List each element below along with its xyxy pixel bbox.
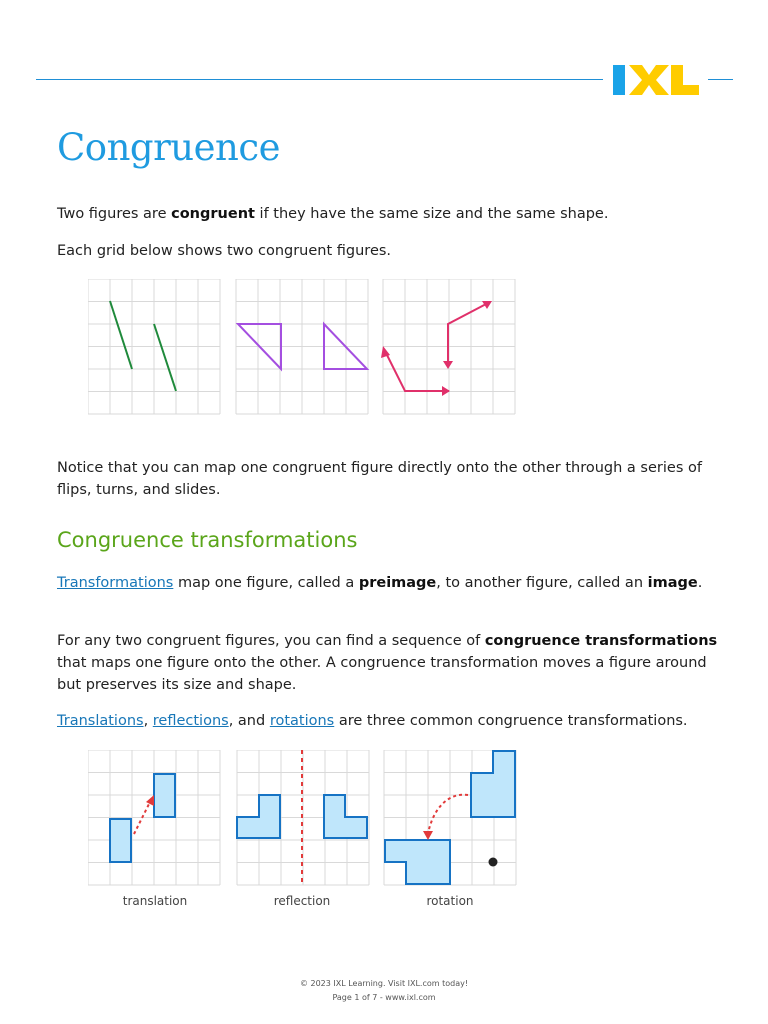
- term-image: image: [647, 575, 698, 591]
- grid-intro-paragraph: Each grid below shows two congruent figures.: [57, 243, 392, 259]
- arrow-figure-b: [448, 303, 488, 365]
- segment-a: [110, 301, 132, 369]
- section-title: Congruence transformations: [57, 528, 358, 552]
- reflections-link[interactable]: reflections: [152, 713, 229, 729]
- common-transformations-paragraph: Translations, reflections, and rotations are three common congruence transformations.: [57, 713, 688, 729]
- header-rule-left: [36, 79, 603, 80]
- footer-page-number: Page 1 of 7 - www.ixl.com: [332, 993, 436, 1002]
- segment-b: [154, 324, 176, 391]
- ixl-logo: [611, 63, 701, 97]
- grid-2: [236, 279, 368, 414]
- term-congruent: congruent: [171, 206, 255, 222]
- congruent-figures-panel: [88, 279, 516, 415]
- definition-paragraph: Two figures are congruent if they have the same size and the same shape.: [57, 206, 609, 222]
- translation-figure: [110, 774, 175, 862]
- congruence-transformations-paragraph: For any two congruent figures, you can find a sequence of congruence transformations that maps one figure onto the other. A congruence transformation moves a figure around but preserves its size and shape.: [57, 633, 718, 693]
- header-rule-right: [708, 79, 733, 80]
- term-preimage: preimage: [358, 575, 437, 591]
- term-congruence-transformations: congruence transformations: [484, 633, 718, 649]
- grid-1: [88, 279, 220, 414]
- translations-link[interactable]: Translations: [57, 713, 144, 729]
- transformations-link[interactable]: Transformations: [57, 575, 174, 591]
- footer-copyright: © 2023 IXL Learning. Visit IXL.com today!: [299, 979, 469, 988]
- notice-paragraph: Notice that you can map one congruent figure directly onto the other through a series of flips, turns, and slides.: [57, 460, 702, 498]
- preimage-paragraph: Transformations map one figure, called a preimage, to another figure, called an image.: [57, 575, 703, 591]
- caption-translation: translation: [122, 894, 188, 908]
- arrow-figure-a: [385, 351, 449, 391]
- rotations-link[interactable]: rotations: [269, 713, 335, 729]
- caption-reflection: reflection: [273, 894, 331, 908]
- page-title: Congruence: [57, 126, 280, 169]
- caption-rotation: rotation: [426, 894, 474, 908]
- transformations-panel: [88, 750, 518, 887]
